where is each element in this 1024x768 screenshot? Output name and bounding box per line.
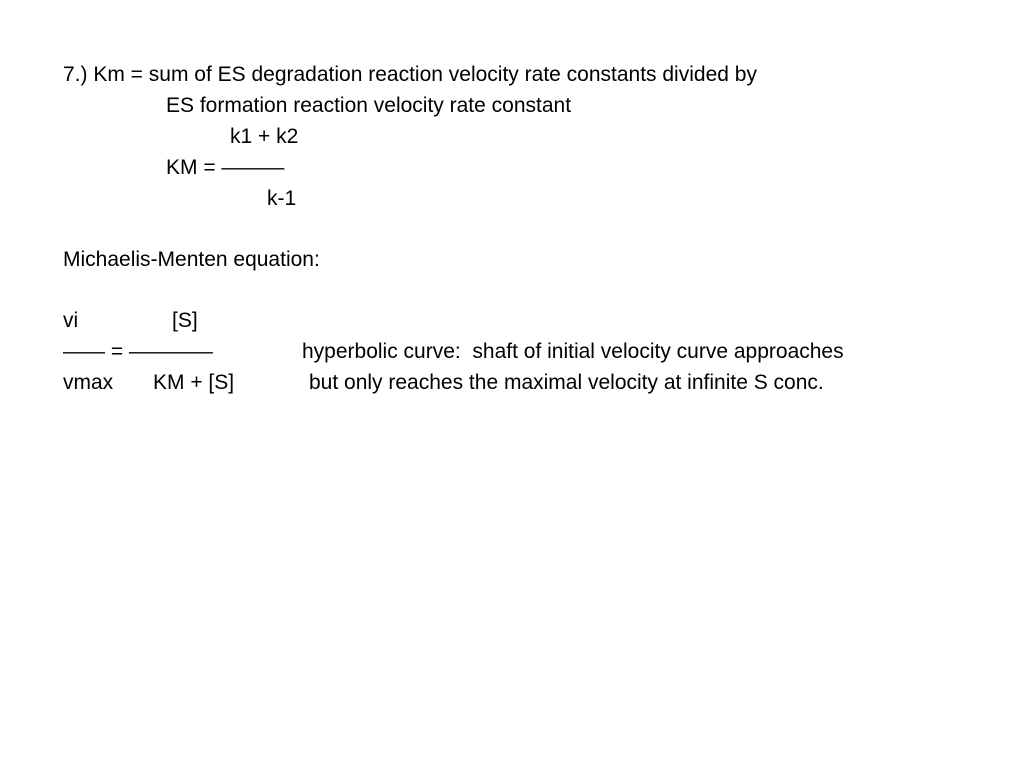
mm-heading: Michaelis-Menten equation: xyxy=(63,248,320,271)
km-definition-line-1: 7.) Km = sum of ES degradation reaction velocity rate constants divided by xyxy=(63,63,757,86)
mm-s-numerator: [S] xyxy=(172,309,198,332)
mm-vi: vi xyxy=(63,309,79,332)
mm-description-line-2: but only reaches the maximal velocity at infinite S conc. xyxy=(309,371,824,394)
km-formula-lhs: KM = ——— xyxy=(166,156,285,179)
km-formula-numerator: k1 + k2 xyxy=(230,125,299,148)
mm-fraction-bars: —— = ———— xyxy=(63,340,213,363)
mm-vmax: vmax xyxy=(63,371,114,394)
mm-denominator: KM + [S] xyxy=(153,371,235,394)
mm-description-line-1: hyperbolic curve: shaft of initial velocity curve approaches xyxy=(302,340,844,363)
km-definition-line-2: ES formation reaction velocity rate constant xyxy=(166,94,572,117)
km-formula-denominator: k-1 xyxy=(267,187,297,210)
